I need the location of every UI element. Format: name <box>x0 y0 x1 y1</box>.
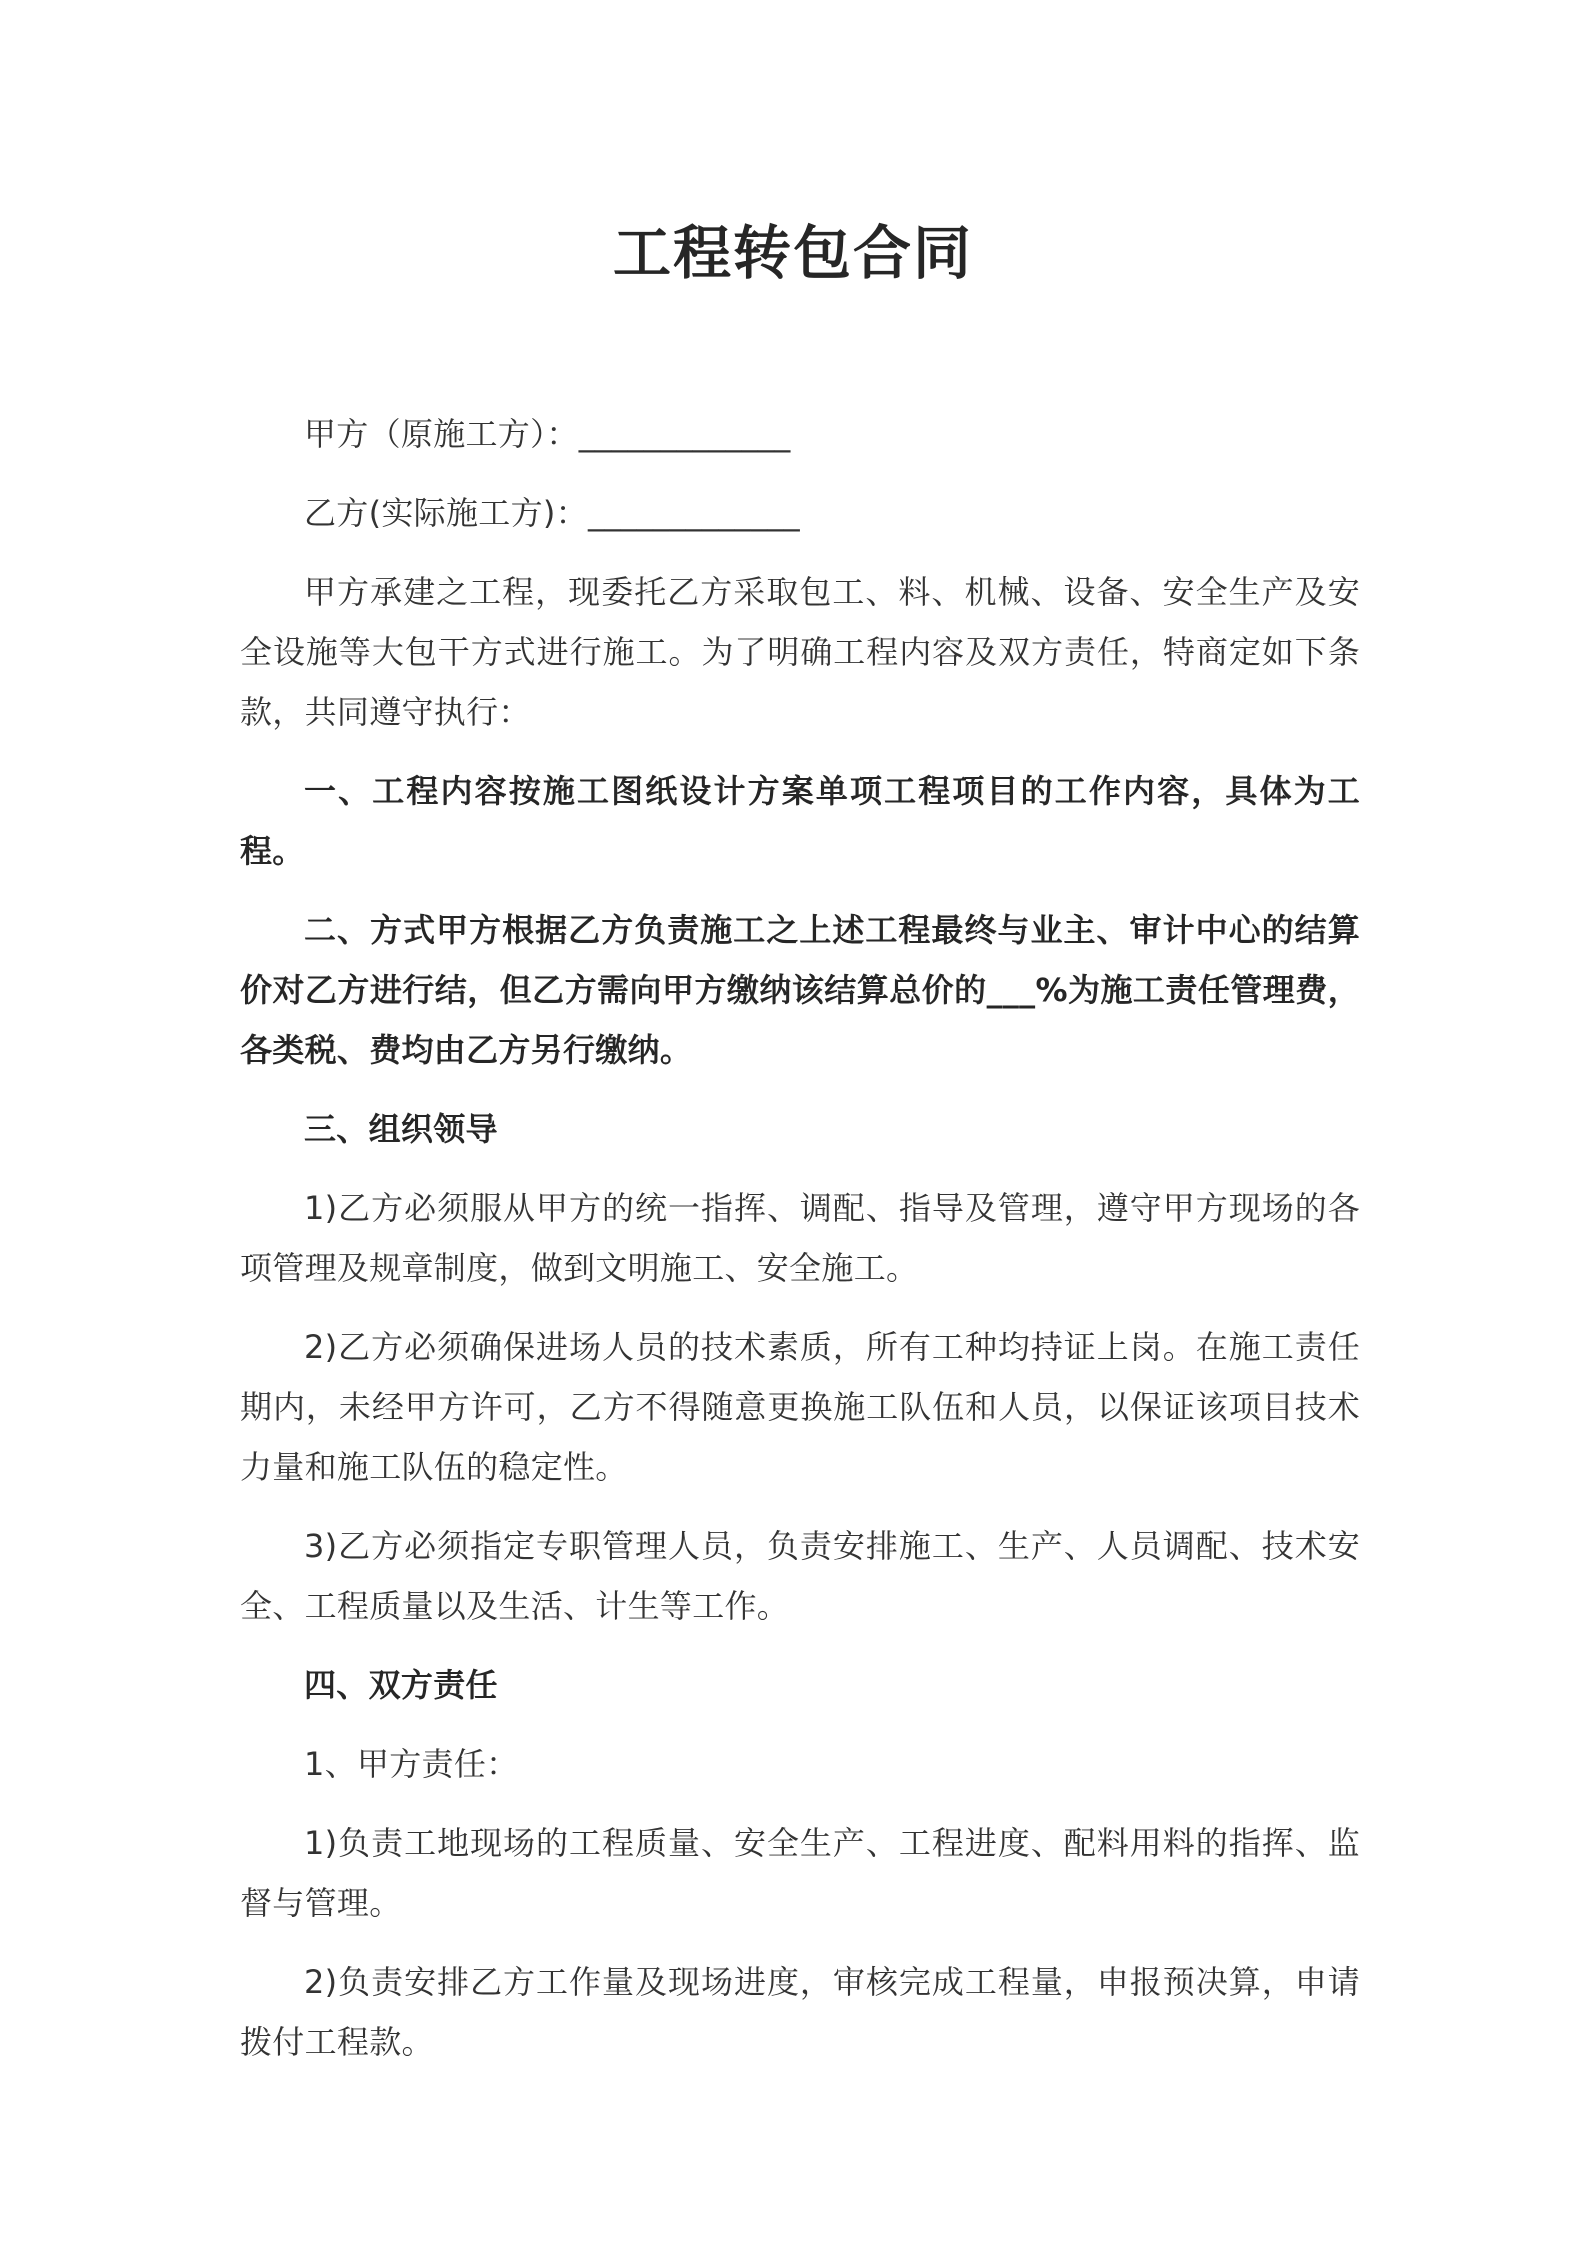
document-body <box>240 404 1360 2091</box>
clause-3-item-1: 1)乙方必须服从甲方的统一指挥、调配、指导及管理，遵守甲方现场的各项管理及规章制度，做到文明施工、安全施工。 <box>240 1189 1360 1287</box>
clause-4-heading: 四、双方责任 <box>304 1666 498 1704</box>
party-b-line: 乙方(实际施工方)：_____________ <box>304 494 800 532</box>
clause-3-item-2: 2)乙方必须确保进场人员的技术素质，所有工种均持证上岗。在施工责任期内，未经甲方许可，乙方不得随意更换施工队伍和人员，以保证该项目技术力量和施工队伍的稳定性。 <box>240 1328 1360 1486</box>
clause-4-item-2: 2)负责安排乙方工作量及现场进度，审核完成工程量，申报预决算，申请拨付工程款。 <box>240 1963 1360 2061</box>
intro-paragraph: 甲方承建之工程，现委托乙方采取包工、料、机械、设备、安全生产及安全设施等大包干方式进行施工。为了明确工程内容及双方责任，特商定如下条款，共同遵守执行： <box>240 573 1360 731</box>
clause-4-item-1: 1)负责工地现场的工程质量、安全生产、工程进度、配料用料的指挥、监督与管理。 <box>240 1824 1360 1922</box>
clause-2-heading: 二、方式甲方根据乙方负责施工之上述工程最终与业主、审计中心的结算价对乙方进行结，但乙方需向甲方缴纳该结算总价的___%为施工责任管理费，各类税、费均由乙方另行缴纳。 <box>240 911 1360 1069</box>
clause-3-heading: 三、组织领导 <box>304 1110 498 1148</box>
clause-1-heading: 一、工程内容按施工图纸设计方案单项工程项目的工作内容，具体为工程。 <box>240 772 1360 870</box>
party-a-line: 甲方（原施工方）：_____________ <box>304 415 791 453</box>
clause-4-subheading-party-a: 1、甲方责任： <box>304 1745 519 1783</box>
clause-3-item-3: 3)乙方必须指定专职管理人员，负责安排施工、生产、人员调配、技术安全、工程质量以及生活、计生等工作。 <box>240 1527 1360 1625</box>
document-title: 工程转包合同 <box>612 219 973 287</box>
